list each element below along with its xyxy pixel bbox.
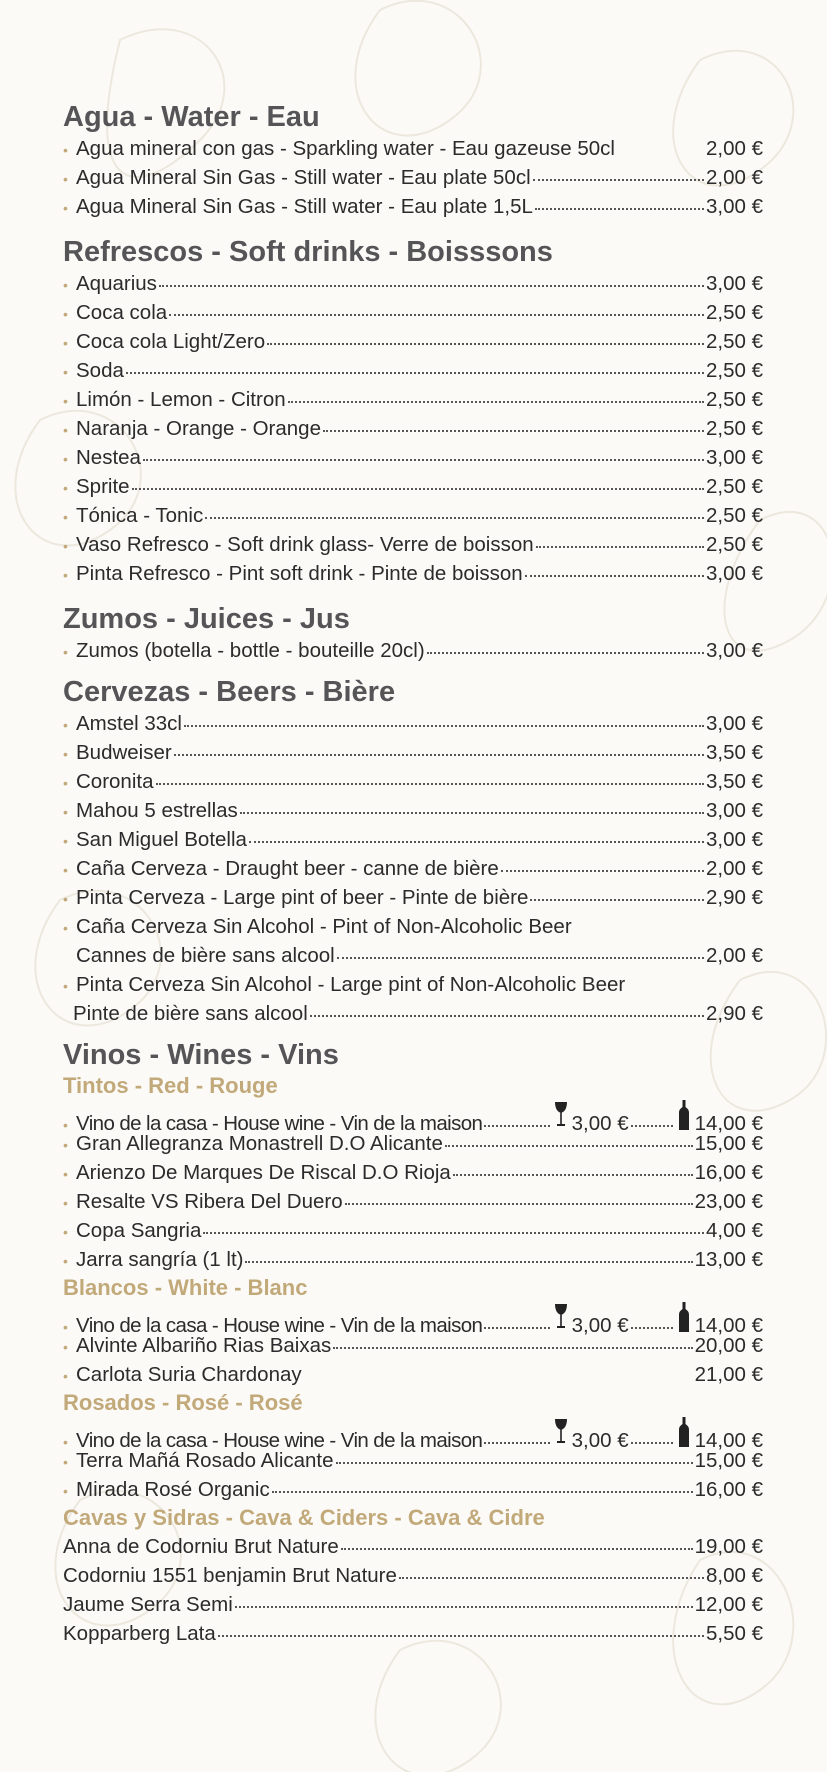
item-price: 2,50 € bbox=[706, 533, 763, 556]
leader-dots bbox=[272, 1489, 693, 1493]
item-name: • Agua Mineral Sin Gas - Still water - Eau plate 50cl bbox=[76, 166, 531, 189]
item-name: • Mirada Rosé Organic bbox=[76, 1478, 270, 1501]
menu-item bbox=[63, 530, 763, 559]
bottle-price: 14,00 € bbox=[694, 1112, 763, 1135]
item-price: 16,00 € bbox=[694, 1478, 763, 1501]
menu-item bbox=[63, 1158, 763, 1187]
menu-item bbox=[63, 1245, 763, 1274]
item-name: • Agua Mineral Sin Gas - Still water - Eau plate 1,5L bbox=[76, 195, 533, 218]
item-price: 2,50 € bbox=[706, 475, 763, 498]
leader-dots bbox=[336, 1460, 693, 1464]
drinks-menu bbox=[63, 100, 763, 1648]
item-name: • Carlota Suria Chardonay bbox=[76, 1363, 302, 1386]
menu-item bbox=[63, 1187, 763, 1216]
leader-dots bbox=[203, 1230, 704, 1234]
leader-dots bbox=[159, 283, 704, 287]
menu-item bbox=[63, 1532, 763, 1561]
section-title-wines: Vinos - Wines - Vins bbox=[63, 1039, 339, 1071]
wine-glass-icon bbox=[552, 1417, 570, 1447]
section-title-juices: Zumos - Juices - Jus bbox=[63, 603, 350, 635]
item-name: • Sprite bbox=[76, 475, 130, 498]
leader-dots bbox=[143, 457, 704, 461]
leader-dots bbox=[345, 1201, 693, 1205]
item-name: • Vaso Refresco - Soft drink glass- Verre de boisson bbox=[76, 533, 534, 556]
leader-dots bbox=[484, 1440, 549, 1444]
item-name: • Jarra sangría (1 lt) bbox=[76, 1248, 244, 1271]
glass-price: 3,00 € bbox=[571, 1112, 629, 1135]
menu-item bbox=[63, 385, 763, 414]
item-price: 20,00 € bbox=[694, 1334, 763, 1357]
item-price: 3,50 € bbox=[706, 770, 763, 793]
menu-item bbox=[63, 472, 763, 501]
menu-item-multiline bbox=[63, 912, 763, 941]
leader-dots bbox=[249, 839, 704, 843]
menu-item bbox=[63, 443, 763, 472]
menu-item bbox=[63, 796, 763, 825]
item-name: • Copa Sangria bbox=[76, 1219, 202, 1242]
item-name: • Nestea bbox=[76, 446, 141, 469]
item-name: • Vino de la casa - House wine - Vin de la maison bbox=[76, 1112, 483, 1135]
item-name: • Pinta Refresco - Pint soft drink - Pinte de boisson bbox=[76, 562, 523, 585]
leader-dots bbox=[267, 341, 704, 345]
leader-dots bbox=[453, 1172, 693, 1176]
menu-item bbox=[63, 501, 763, 530]
subsection-title-red: Tintos - Red - Rouge bbox=[63, 1073, 278, 1098]
leader-dots bbox=[323, 428, 704, 432]
menu-item bbox=[63, 559, 763, 588]
menu-item bbox=[63, 709, 763, 738]
item-price: 2,90 € bbox=[706, 1002, 763, 1025]
item-name: • Arienzo De Marques De Riscal D.O Rioja bbox=[76, 1161, 451, 1184]
leader-dots bbox=[525, 573, 704, 577]
menu-item bbox=[63, 1619, 763, 1648]
item-name: Pinte de bière sans alcool bbox=[73, 1002, 308, 1025]
item-price: 3,00 € bbox=[706, 639, 763, 662]
item-name: • Budweiser bbox=[76, 741, 172, 764]
leader-dots bbox=[484, 1325, 549, 1329]
menu-item bbox=[63, 356, 763, 385]
item-price: 15,00 € bbox=[694, 1132, 763, 1155]
leader-dots bbox=[341, 1546, 693, 1550]
item-name: • Vino de la casa - House wine - Vin de la maison bbox=[76, 1429, 483, 1452]
leader-dots bbox=[530, 897, 704, 901]
leader-dots bbox=[337, 955, 704, 959]
menu-item bbox=[63, 883, 763, 912]
leader-dots bbox=[533, 177, 704, 181]
leader-dots bbox=[536, 544, 704, 548]
section-title-beers: Cervezas - Beers - Bière bbox=[63, 676, 396, 708]
glass-price: 3,00 € bbox=[571, 1429, 629, 1452]
leader-dots bbox=[288, 399, 704, 403]
section-title-water: Agua - Water - Eau bbox=[63, 101, 320, 133]
item-name: Codorniu 1551 benjamin Brut Nature bbox=[63, 1564, 397, 1587]
item-name: • Mahou 5 estrellas bbox=[76, 799, 238, 822]
item-price: 21,00 € bbox=[694, 1363, 763, 1386]
house-wine-item bbox=[63, 1100, 763, 1135]
leader-dots bbox=[184, 723, 704, 727]
item-price: 2,50 € bbox=[706, 417, 763, 440]
water-section bbox=[63, 100, 763, 221]
bottle-price: 14,00 € bbox=[694, 1314, 763, 1337]
leader-dots bbox=[235, 1604, 693, 1608]
item-name: • Pinta Cerveza - Large pint of beer - Pinte de bière bbox=[76, 886, 529, 909]
leader-dots bbox=[126, 370, 704, 374]
soft-drinks-section bbox=[63, 235, 763, 588]
leader-dots bbox=[631, 1440, 673, 1444]
leader-dots bbox=[310, 1013, 704, 1017]
leader-dots bbox=[156, 781, 705, 785]
item-name: • Zumos (botella - bottle - bouteille 20cl) bbox=[76, 639, 425, 662]
item-name: • Terra Mañá Rosado Alicante bbox=[76, 1449, 334, 1472]
house-wine-item bbox=[63, 1417, 763, 1452]
wine-bottle-icon bbox=[675, 1417, 693, 1447]
wine-glass-icon bbox=[552, 1100, 570, 1130]
item-price: 3,00 € bbox=[706, 712, 763, 735]
house-wine-item bbox=[63, 1302, 763, 1337]
wine-glass-icon bbox=[552, 1302, 570, 1332]
item-price: 13,00 € bbox=[694, 1248, 763, 1271]
item-name: • Agua mineral con gas - Sparkling water - Eau gazeuse 50cl bbox=[76, 137, 615, 160]
leader-dots bbox=[240, 810, 704, 814]
menu-item bbox=[63, 192, 763, 221]
leader-dots bbox=[169, 312, 704, 316]
item-price: 16,00 € bbox=[694, 1161, 763, 1184]
item-price: 2,00 € bbox=[706, 166, 763, 189]
leader-dots bbox=[399, 1575, 704, 1579]
item-price: 3,00 € bbox=[706, 272, 763, 295]
leader-dots bbox=[427, 650, 704, 654]
bottle-price: 14,00 € bbox=[694, 1429, 763, 1452]
menu-item bbox=[63, 298, 763, 327]
item-name: Cannes de bière sans alcool bbox=[76, 944, 335, 967]
item-price: 3,00 € bbox=[706, 828, 763, 851]
item-price: 3,00 € bbox=[706, 195, 763, 218]
item-name: Jaume Serra Semi bbox=[63, 1593, 233, 1616]
section-title-soft-drinks: Refrescos - Soft drinks - Boisssons bbox=[63, 236, 553, 268]
item-name: Anna de Codorniu Brut Nature bbox=[63, 1535, 339, 1558]
menu-item-multiline bbox=[63, 970, 763, 999]
item-price: 3,00 € bbox=[706, 446, 763, 469]
item-name: • Tónica - Tonic bbox=[76, 504, 204, 527]
menu-item bbox=[63, 269, 763, 298]
item-name: • Naranja - Orange - Orange bbox=[76, 417, 321, 440]
menu-item bbox=[63, 854, 763, 883]
leader-dots bbox=[333, 1345, 692, 1349]
beers-section bbox=[63, 675, 763, 1028]
item-name: • Gran Allegranza Monastrell D.O Alicante bbox=[76, 1132, 443, 1155]
item-name: • Coca cola Light/Zero bbox=[76, 330, 266, 353]
item-price: 2,50 € bbox=[706, 330, 763, 353]
item-name: • Resalte VS Ribera Del Duero bbox=[76, 1190, 343, 1213]
menu-item-continuation bbox=[63, 999, 763, 1028]
menu-item bbox=[63, 738, 763, 767]
leader-dots bbox=[631, 1123, 673, 1127]
item-price: 2,50 € bbox=[706, 301, 763, 324]
leader-dots bbox=[245, 1259, 692, 1263]
subsection-title-white: Blancos - White - Blanc bbox=[63, 1275, 308, 1300]
menu-item bbox=[63, 1129, 763, 1158]
item-price: 5,50 € bbox=[706, 1622, 763, 1645]
item-name: • Caña Cerveza - Draught beer - canne de bière bbox=[76, 857, 499, 880]
leader-dots bbox=[445, 1143, 693, 1147]
item-price: 2,50 € bbox=[706, 388, 763, 411]
item-price: 2,00 € bbox=[706, 944, 763, 967]
item-price: 2,50 € bbox=[706, 359, 763, 382]
wines-section bbox=[63, 1038, 763, 1648]
item-price: 12,00 € bbox=[694, 1593, 763, 1616]
leader-dots bbox=[631, 1325, 673, 1329]
leader-dots bbox=[205, 515, 704, 519]
item-price: 3,00 € bbox=[706, 799, 763, 822]
juices-section bbox=[63, 602, 763, 665]
leader-dots bbox=[174, 752, 704, 756]
leader-dots bbox=[132, 486, 704, 490]
menu-item bbox=[63, 1360, 763, 1389]
leader-dots bbox=[484, 1123, 549, 1127]
menu-item bbox=[63, 134, 763, 163]
item-price: 2,00 € bbox=[706, 137, 763, 160]
wine-bottle-icon bbox=[675, 1302, 693, 1332]
item-name: • Amstel 33cl bbox=[76, 712, 182, 735]
item-name: • Coronita bbox=[76, 770, 154, 793]
item-name: • Coca cola bbox=[76, 301, 168, 324]
wine-bottle-icon bbox=[675, 1100, 693, 1130]
menu-item bbox=[63, 414, 763, 443]
item-name: • Soda bbox=[76, 359, 124, 382]
item-name: • Limón - Lemon - Citron bbox=[76, 388, 286, 411]
item-price: 2,90 € bbox=[706, 886, 763, 909]
item-price: 3,50 € bbox=[706, 741, 763, 764]
leader-dots bbox=[501, 868, 704, 872]
subsection-title-rose: Rosados - Rosé - Rosé bbox=[63, 1390, 303, 1415]
menu-item bbox=[63, 825, 763, 854]
item-price: 2,50 € bbox=[706, 504, 763, 527]
item-price: 19,00 € bbox=[694, 1535, 763, 1558]
menu-item bbox=[63, 1590, 763, 1619]
item-name: • Aquarius bbox=[76, 272, 157, 295]
menu-item bbox=[63, 1216, 763, 1245]
leader-dots bbox=[218, 1633, 704, 1637]
item-name: • Pinta Cerveza Sin Alcohol - Large pint of Non-Alcoholic Beer bbox=[76, 973, 626, 996]
item-name: • Caña Cerveza Sin Alcohol - Pint of Non-Alcoholic Beer bbox=[76, 915, 572, 938]
subsection-title-cava: Cavas y Sidras - Cava & Ciders - Cava & Cidre bbox=[63, 1505, 545, 1530]
item-price: 15,00 € bbox=[694, 1449, 763, 1472]
item-price: 8,00 € bbox=[706, 1564, 763, 1587]
item-price: 4,00 € bbox=[706, 1219, 763, 1242]
menu-item bbox=[63, 767, 763, 796]
item-name: Kopparberg Lata bbox=[63, 1622, 216, 1645]
item-name: • Vino de la casa - House wine - Vin de la maison bbox=[76, 1314, 483, 1337]
item-price: 3,00 € bbox=[706, 562, 763, 585]
menu-item-continuation bbox=[63, 941, 763, 970]
item-price: 2,00 € bbox=[706, 857, 763, 880]
item-price: 23,00 € bbox=[694, 1190, 763, 1213]
menu-item bbox=[63, 1475, 763, 1504]
menu-item bbox=[63, 163, 763, 192]
item-name: • San Miguel Botella bbox=[76, 828, 247, 851]
menu-item bbox=[63, 327, 763, 356]
menu-item bbox=[63, 636, 763, 665]
menu-item bbox=[63, 1561, 763, 1590]
glass-price: 3,00 € bbox=[571, 1314, 629, 1337]
leader-dots bbox=[535, 206, 704, 210]
item-name: • Alvinte Albariño Rias Baixas bbox=[76, 1334, 332, 1357]
